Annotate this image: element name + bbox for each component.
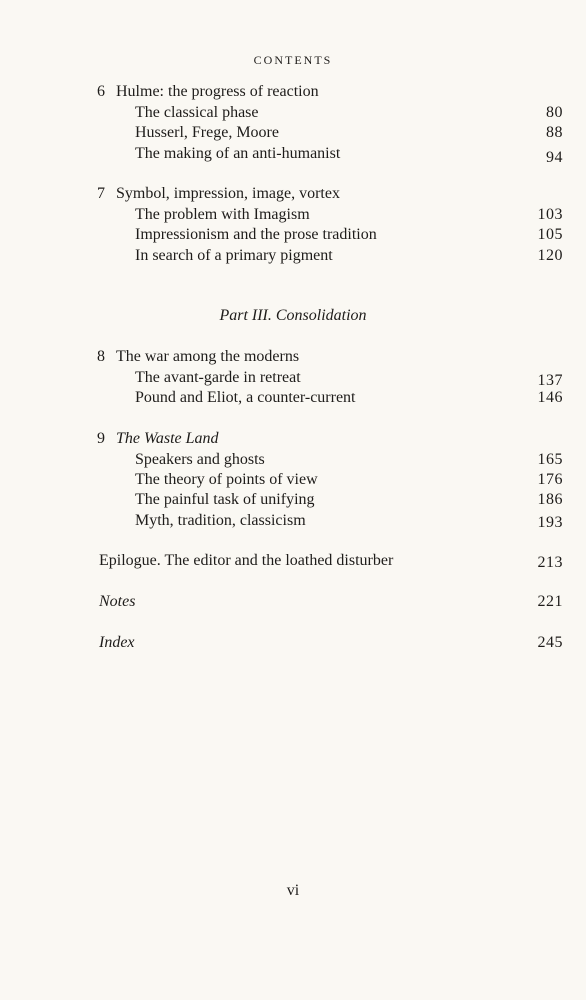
running-head: CONTENTS [253,53,333,67]
toc-entry [0,102,586,124]
page-number: 245 [537,634,563,651]
toc-entry [0,449,586,471]
toc-entry [0,143,586,165]
epilogue-entry [0,550,586,572]
toc-entry [0,367,586,389]
toc-entry [0,224,586,246]
chapter-number: 6 [97,83,105,100]
page-number: 165 [537,451,563,468]
page-number: 103 [537,206,563,223]
chapter-7-heading [0,183,586,205]
notes-title: Notes [99,593,136,610]
section-title: The painful task of unifying [135,491,315,508]
page-number: 88 [546,124,563,141]
notes-entry [0,591,586,613]
page-number: 221 [537,593,563,610]
section-title: The classical phase [135,104,259,121]
chapter-title: The war among the moderns [116,348,300,365]
section-title: The avant-garde in retreat [135,369,301,386]
page-number: 80 [546,104,563,121]
toc-entry [0,469,586,491]
page-number: 213 [537,554,563,571]
chapter-number: 8 [97,348,105,365]
page-number: 94 [546,149,563,166]
toc-entry [0,122,586,144]
chapter-8-heading [0,346,586,368]
section-title: Husserl, Frege, Moore [135,124,279,141]
section-title: In search of a primary pigment [135,247,333,264]
chapter-9-heading [0,428,586,450]
section-title: The theory of points of view [135,471,318,488]
chapter-number: 7 [97,185,105,202]
index-title: Index [99,634,135,651]
page-number: 193 [537,514,563,531]
section-title: Pound and Eliot, a counter-current [135,389,356,406]
page-number: 120 [537,247,563,264]
chapter-number: 9 [97,430,105,447]
toc-entry [0,387,586,409]
section-title: Speakers and ghosts [135,451,265,468]
chapter-6-heading [0,81,586,103]
page-number: 176 [537,471,563,488]
epilogue-title: Epilogue. The editor and the loathed disturber [99,552,394,569]
toc-entry [0,245,586,267]
index-entry [0,632,586,654]
page-number: 186 [537,491,563,508]
part-heading: Part III. Consolidation [219,307,367,324]
page-number: 146 [537,389,563,406]
chapter-title: Symbol, impression, image, vortex [116,185,340,202]
toc-entry [0,489,586,511]
page-folio: vi [286,882,300,899]
section-title: Impressionism and the prose tradition [135,226,377,243]
page-number: 105 [537,226,563,243]
toc-entry [0,204,586,226]
section-title: The making of an anti-humanist [135,145,341,162]
section-title: The problem with Imagism [135,206,310,223]
page-number: 137 [537,372,563,389]
section-title: Myth, tradition, classicism [135,512,306,529]
chapter-title: Hulme: the progress of reaction [116,83,319,100]
chapter-title: The Waste Land [116,430,219,447]
toc-entry [0,510,586,532]
